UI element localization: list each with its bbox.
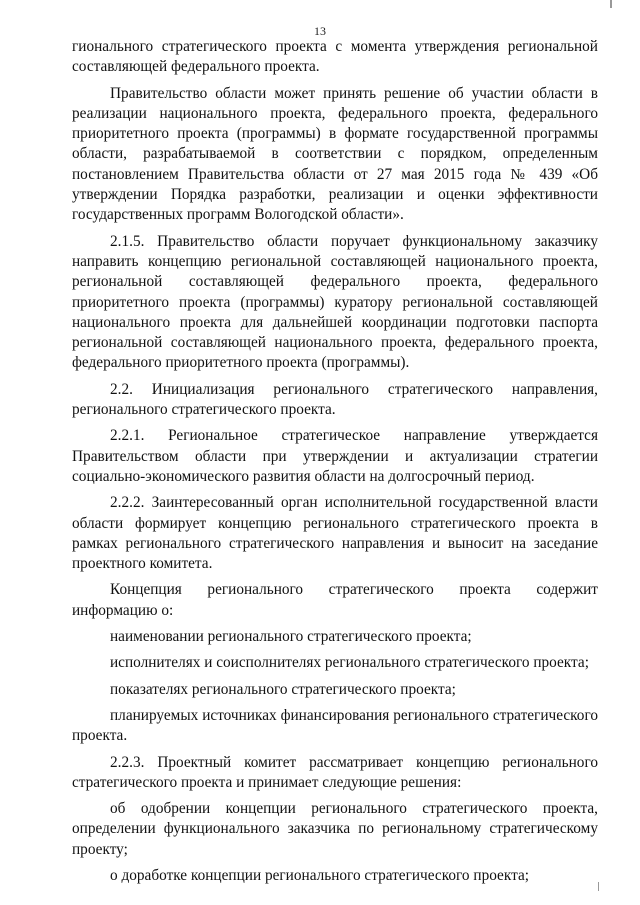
paragraph-2-2-3: 2.2.3. Проектный комитет рассматривает концепцию регионального стратегического проекта и принимает следующие решения: <box>72 753 598 791</box>
paragraph-continuation: гионального стратегического проекта с момента утверждения региональной составляющей федерального проекта. <box>72 38 598 76</box>
scan-edge-mark <box>598 882 599 891</box>
list-item: планируемых источниках финансирования регионального стратегического проекта. <box>72 706 598 745</box>
paragraph-government-decision: Правительство области может принять решение об участии области в реализации национального проекта, федерального проекта, федерального приоритетного проекта (программы) в формате государственной программы области, разрабатываемой в соответствии с порядком, определенным постановлением Правительства области от 27 мая 2015 года № 439 «Об утверждении Порядка разработки, реализации и оценки эффективности государственных программ Вологодской области». <box>72 84 598 224</box>
paragraph-2-2: 2.2. Инициализация регионального стратегического направления, регионального стратегического проекта. <box>72 380 598 419</box>
paragraph-2-2-2: 2.2.2. Заинтересованный орган исполнительной государственной власти области формирует концепцию регионального стратегического проекта в рамках регионального стратегического направления и выносит на заседание проектного комитета. <box>72 494 598 573</box>
list-item: наименовании регионального стратегического проекта; <box>110 628 472 646</box>
list-item: исполнителях и соисполнителях регионального стратегического проекта; <box>110 654 589 672</box>
list-item: показателях регионального стратегического проекта; <box>110 680 456 698</box>
paragraph-2-2-1: 2.2.1. Региональное стратегическое направление утверждается Правительством области при утверждении и актуализации стратегии социально-экономического развития области на долгосрочный период. <box>72 427 598 485</box>
paragraph-concept-contents: Концепция регионального стратегического проекта содержит информацию о: <box>72 581 598 619</box>
list-item: о доработке концепции регионального стратегического проекта; <box>110 866 529 884</box>
paragraph-2-1-5: 2.1.5. Правительство области поручает функциональному заказчику направить концепцию региональной составляющей национального проекта, региональной составляющей федерального проекта, федерального приоритетного проекта (программы) куратору региональной составляющей национального проекта для дальнейшей координации подготовки паспорта региональной составляющей национального проекта, федерального проекта, федерального приоритетного проекта (программы). <box>72 232 598 372</box>
list-item: об одобрении концепции регионального стратегического проекта, определении функционального заказчика по региональному стратегическому проекту; <box>72 800 598 858</box>
document-body <box>72 37 598 892</box>
page-number: 13 <box>314 24 326 38</box>
scan-edge-mark <box>610 0 612 8</box>
